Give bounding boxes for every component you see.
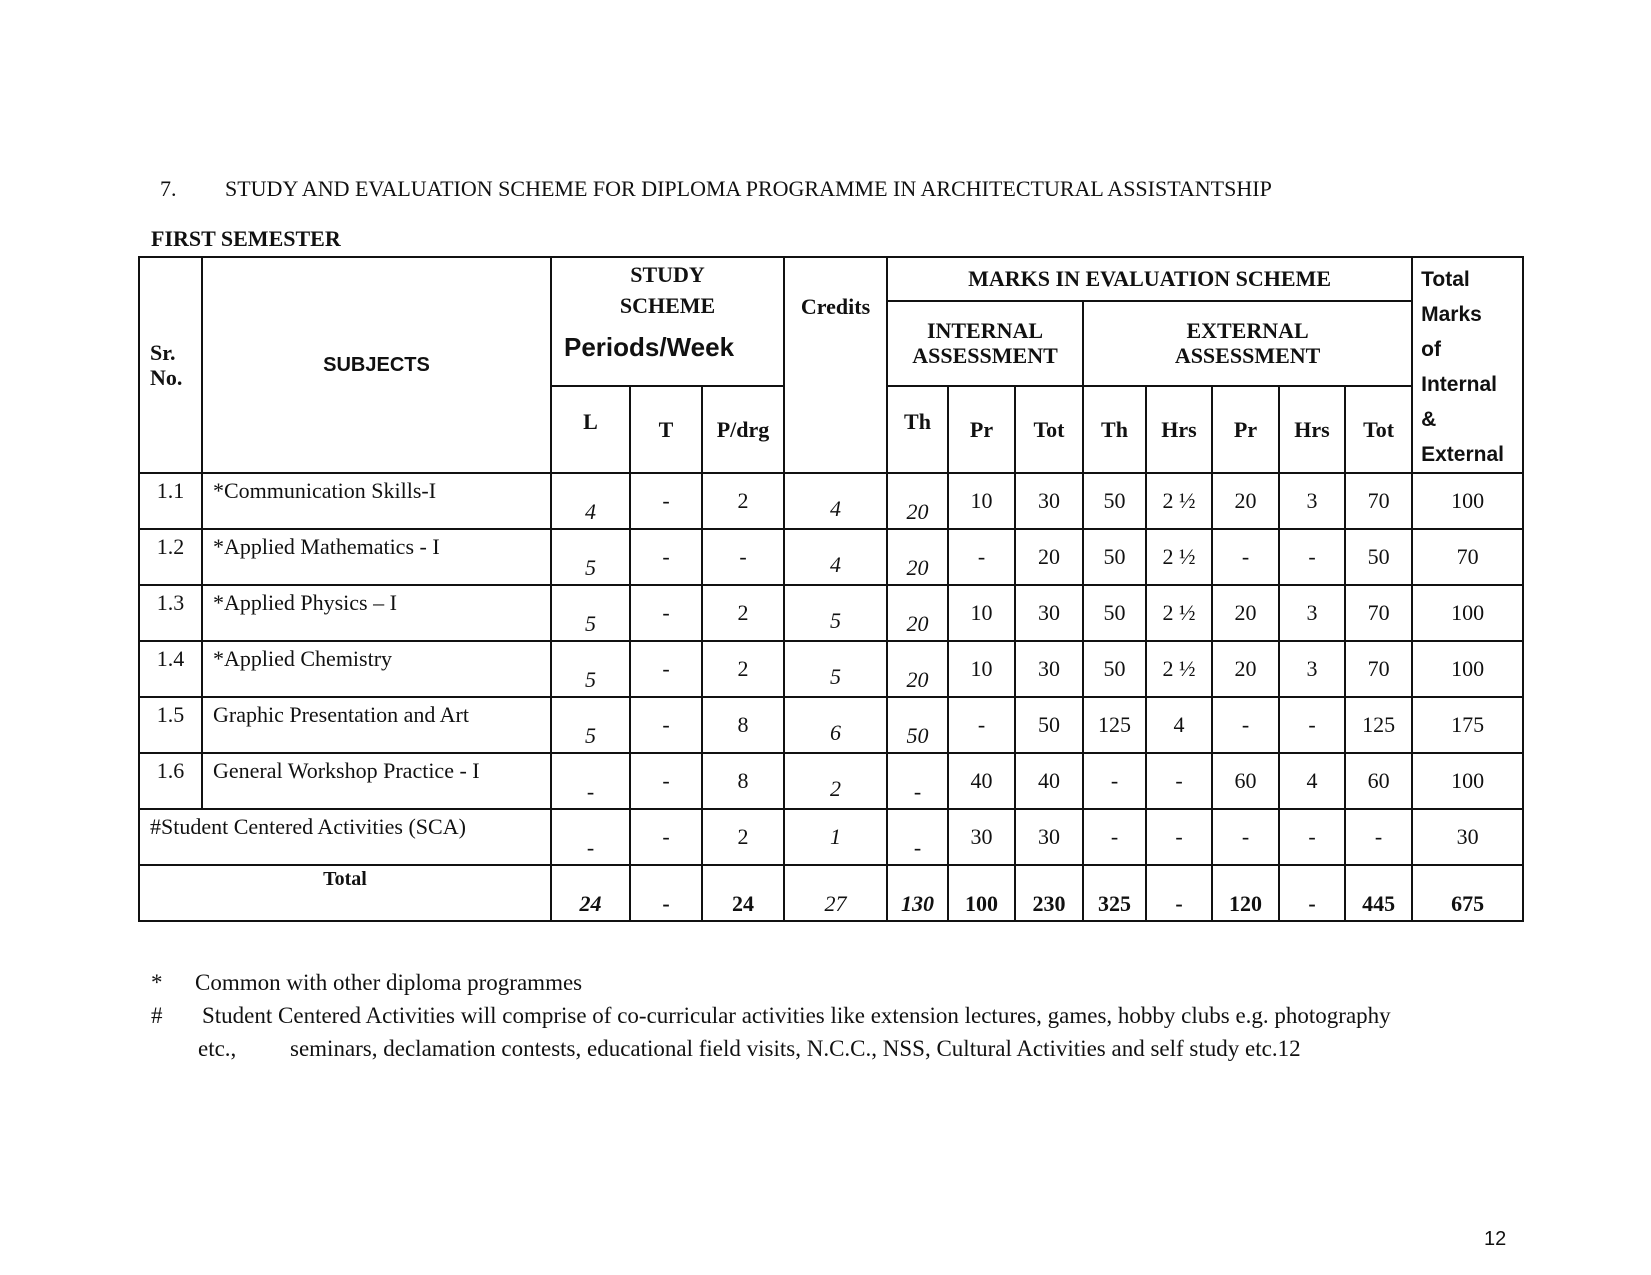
row-ext-pr: 20 <box>1212 473 1279 529</box>
row-P: - <box>702 529 784 585</box>
row-P: 2 <box>702 641 784 697</box>
page-number: 12 <box>1484 1228 1507 1250</box>
row-int-pr: - <box>948 697 1015 753</box>
note-asterisk: * <box>151 970 163 995</box>
row-int-th: 20 <box>887 641 948 697</box>
row-ext-pr: 20 <box>1212 641 1279 697</box>
sca-ext-hrs2: - <box>1279 809 1345 865</box>
row-ext-th: 50 <box>1083 529 1146 585</box>
totals-ext-hrs: - <box>1146 865 1212 921</box>
row-P: 8 <box>702 753 784 809</box>
row-T: - <box>630 473 702 529</box>
totals-total: 675 <box>1412 865 1523 921</box>
col-ext-hrs2-header: Hrs <box>1279 386 1345 473</box>
row-ext-tot: 125 <box>1345 697 1412 753</box>
row-ext-hrs: 2 ½ <box>1146 641 1212 697</box>
row-L: 5 <box>551 585 630 641</box>
sca-row <box>139 809 1523 865</box>
row-int-tot: 30 <box>1015 641 1083 697</box>
row-ext-hrs: 2 ½ <box>1146 473 1212 529</box>
sca-ext-tot: - <box>1345 809 1412 865</box>
row-ext-hrs2: 3 <box>1279 585 1345 641</box>
sca-p: 2 <box>702 809 784 865</box>
row-T: - <box>630 697 702 753</box>
row-int-th: 20 <box>887 585 948 641</box>
totals-p: 24 <box>702 865 784 921</box>
row-int-tot: 30 <box>1015 473 1083 529</box>
total-marks-header: Total Marks of Internal & External <box>1412 257 1523 473</box>
row-subject: *Applied Mathematics - I <box>202 529 551 585</box>
row-int-pr: 10 <box>948 641 1015 697</box>
row-ext-tot: 60 <box>1345 753 1412 809</box>
row-sr-no: 1.6 <box>139 753 202 809</box>
sca-int-th: - <box>887 809 948 865</box>
section-number: 7. <box>160 176 177 201</box>
row-subject: General Workshop Practice - I <box>202 753 551 809</box>
row-ext-hrs2: 3 <box>1279 473 1345 529</box>
row-ext-th: 50 <box>1083 641 1146 697</box>
row-int-tot: 30 <box>1015 585 1083 641</box>
col-int-th-header: Th <box>887 386 948 473</box>
totals-row <box>139 865 1523 921</box>
sca-int-tot: 30 <box>1015 809 1083 865</box>
col-t-header: T <box>630 386 702 473</box>
row-ext-hrs: 4 <box>1146 697 1212 753</box>
row-T: - <box>630 753 702 809</box>
row-ext-pr: - <box>1212 697 1279 753</box>
sca-subject: #Student Centered Activities (SCA) <box>139 809 551 865</box>
totals-int-pr: 100 <box>948 865 1015 921</box>
row-sr-no: 1.5 <box>139 697 202 753</box>
credits-header: Credits <box>784 257 887 473</box>
col-ext-tot-header: Tot <box>1345 386 1412 473</box>
row-int-pr: 40 <box>948 753 1015 809</box>
section-title: STUDY AND EVALUATION SCHEME FOR DIPLOMA PROGRAMME IN ARCHITECTURAL ASSISTANTSHIP <box>225 176 1272 201</box>
row-ext-th: 50 <box>1083 585 1146 641</box>
row-ext-pr: - <box>1212 529 1279 585</box>
row-ext-hrs2: - <box>1279 529 1345 585</box>
col-int-tot-header: Tot <box>1015 386 1083 473</box>
row-ext-hrs2: 3 <box>1279 641 1345 697</box>
totals-credits: 27 <box>784 865 887 921</box>
row-ext-tot: 70 <box>1345 473 1412 529</box>
row-ext-hrs: - <box>1146 753 1212 809</box>
row-total: 100 <box>1412 473 1523 529</box>
row-L: 5 <box>551 641 630 697</box>
row-ext-hrs2: - <box>1279 697 1345 753</box>
note-sca-line2: seminars, declamation contests, educational field visits, N.C.C., NSS, Cultural Activities and self study etc.12 <box>290 1036 1301 1061</box>
row-credits: 4 <box>784 529 887 585</box>
row-total: 70 <box>1412 529 1523 585</box>
row-ext-pr: 60 <box>1212 753 1279 809</box>
row-ext-tot: 50 <box>1345 529 1412 585</box>
row-int-pr: - <box>948 529 1015 585</box>
row-credits: 4 <box>784 473 887 529</box>
row-int-th: 20 <box>887 473 948 529</box>
note-hash: # <box>151 1003 163 1028</box>
row-int-th: 50 <box>887 697 948 753</box>
semester-label: FIRST SEMESTER <box>151 226 341 251</box>
table-row <box>139 697 1523 753</box>
row-ext-tot: 70 <box>1345 585 1412 641</box>
sca-int-pr: 30 <box>948 809 1015 865</box>
col-l-header: L <box>551 386 630 473</box>
row-int-tot: 40 <box>1015 753 1083 809</box>
row-credits: 5 <box>784 585 887 641</box>
row-subject: Graphic Presentation and Art <box>202 697 551 753</box>
row-total: 100 <box>1412 585 1523 641</box>
row-T: - <box>630 529 702 585</box>
sca-ext-th: - <box>1083 809 1146 865</box>
row-total: 175 <box>1412 697 1523 753</box>
table-row <box>139 529 1523 585</box>
totals-t: - <box>630 865 702 921</box>
row-credits: 5 <box>784 641 887 697</box>
row-int-th: 20 <box>887 529 948 585</box>
row-total: 100 <box>1412 753 1523 809</box>
table-row <box>139 753 1523 809</box>
row-ext-th: - <box>1083 753 1146 809</box>
col-ext-hrs-header: Hrs <box>1146 386 1212 473</box>
external-assessment-header: EXTERNAL ASSESSMENT <box>1083 301 1412 385</box>
totals-label: Total <box>139 865 551 921</box>
table-row <box>139 641 1523 697</box>
col-pdrg-header: P/drg <box>702 386 784 473</box>
row-L: 5 <box>551 529 630 585</box>
row-total: 100 <box>1412 641 1523 697</box>
row-T: - <box>630 641 702 697</box>
sca-total: 30 <box>1412 809 1523 865</box>
row-ext-hrs: 2 ½ <box>1146 585 1212 641</box>
row-int-tot: 20 <box>1015 529 1083 585</box>
row-credits: 6 <box>784 697 887 753</box>
row-ext-hrs2: 4 <box>1279 753 1345 809</box>
row-L: 4 <box>551 473 630 529</box>
sca-ext-hrs: - <box>1146 809 1212 865</box>
table-row <box>139 585 1523 641</box>
row-sr-no: 1.1 <box>139 473 202 529</box>
col-ext-th-header: Th <box>1083 386 1146 473</box>
row-int-th: - <box>887 753 948 809</box>
row-int-pr: 10 <box>948 585 1015 641</box>
row-subject: *Applied Physics – I <box>202 585 551 641</box>
sr-no-header: Sr. No. <box>139 257 202 473</box>
totals-l: 24 <box>551 865 630 921</box>
totals-ext-tot: 445 <box>1345 865 1412 921</box>
row-P: 8 <box>702 697 784 753</box>
row-ext-th: 50 <box>1083 473 1146 529</box>
totals-int-tot: 230 <box>1015 865 1083 921</box>
row-ext-hrs: 2 ½ <box>1146 529 1212 585</box>
row-int-tot: 50 <box>1015 697 1083 753</box>
totals-int-th: 130 <box>887 865 948 921</box>
col-int-pr-header: Pr <box>948 386 1015 473</box>
sca-t: - <box>630 809 702 865</box>
row-subject: *Communication Skills-I <box>202 473 551 529</box>
marks-header: MARKS IN EVALUATION SCHEME <box>887 257 1412 301</box>
sca-ext-pr: - <box>1212 809 1279 865</box>
row-ext-th: 125 <box>1083 697 1146 753</box>
note-sca-line1: Student Centered Activities will comprise of co-curricular activities like extension lectures, games, hobby clubs e.g. photography <box>202 1003 1391 1028</box>
row-P: 2 <box>702 585 784 641</box>
subjects-header: SUBJECTS <box>202 257 551 473</box>
row-P: 2 <box>702 473 784 529</box>
internal-assessment-header: INTERNAL ASSESSMENT <box>887 301 1083 385</box>
row-sr-no: 1.2 <box>139 529 202 585</box>
study-scheme-header: STUDY SCHEME Periods/Week <box>551 257 784 386</box>
table-row <box>139 473 1523 529</box>
row-L: 5 <box>551 697 630 753</box>
row-sr-no: 1.4 <box>139 641 202 697</box>
row-credits: 2 <box>784 753 887 809</box>
sca-credits: 1 <box>784 809 887 865</box>
totals-ext-pr: 120 <box>1212 865 1279 921</box>
row-int-pr: 10 <box>948 473 1015 529</box>
note-sca-line2-start: etc., <box>198 1036 237 1061</box>
row-sr-no: 1.3 <box>139 585 202 641</box>
totals-ext-hrs2: - <box>1279 865 1345 921</box>
row-T: - <box>630 585 702 641</box>
col-ext-pr-header: Pr <box>1212 386 1279 473</box>
row-subject: *Applied Chemistry <box>202 641 551 697</box>
row-L: - <box>551 753 630 809</box>
totals-ext-th: 325 <box>1083 865 1146 921</box>
note-common: Common with other diploma programmes <box>195 970 583 995</box>
row-ext-pr: 20 <box>1212 585 1279 641</box>
row-ext-tot: 70 <box>1345 641 1412 697</box>
evaluation-scheme-table <box>138 256 1524 922</box>
sca-l: - <box>551 809 630 865</box>
